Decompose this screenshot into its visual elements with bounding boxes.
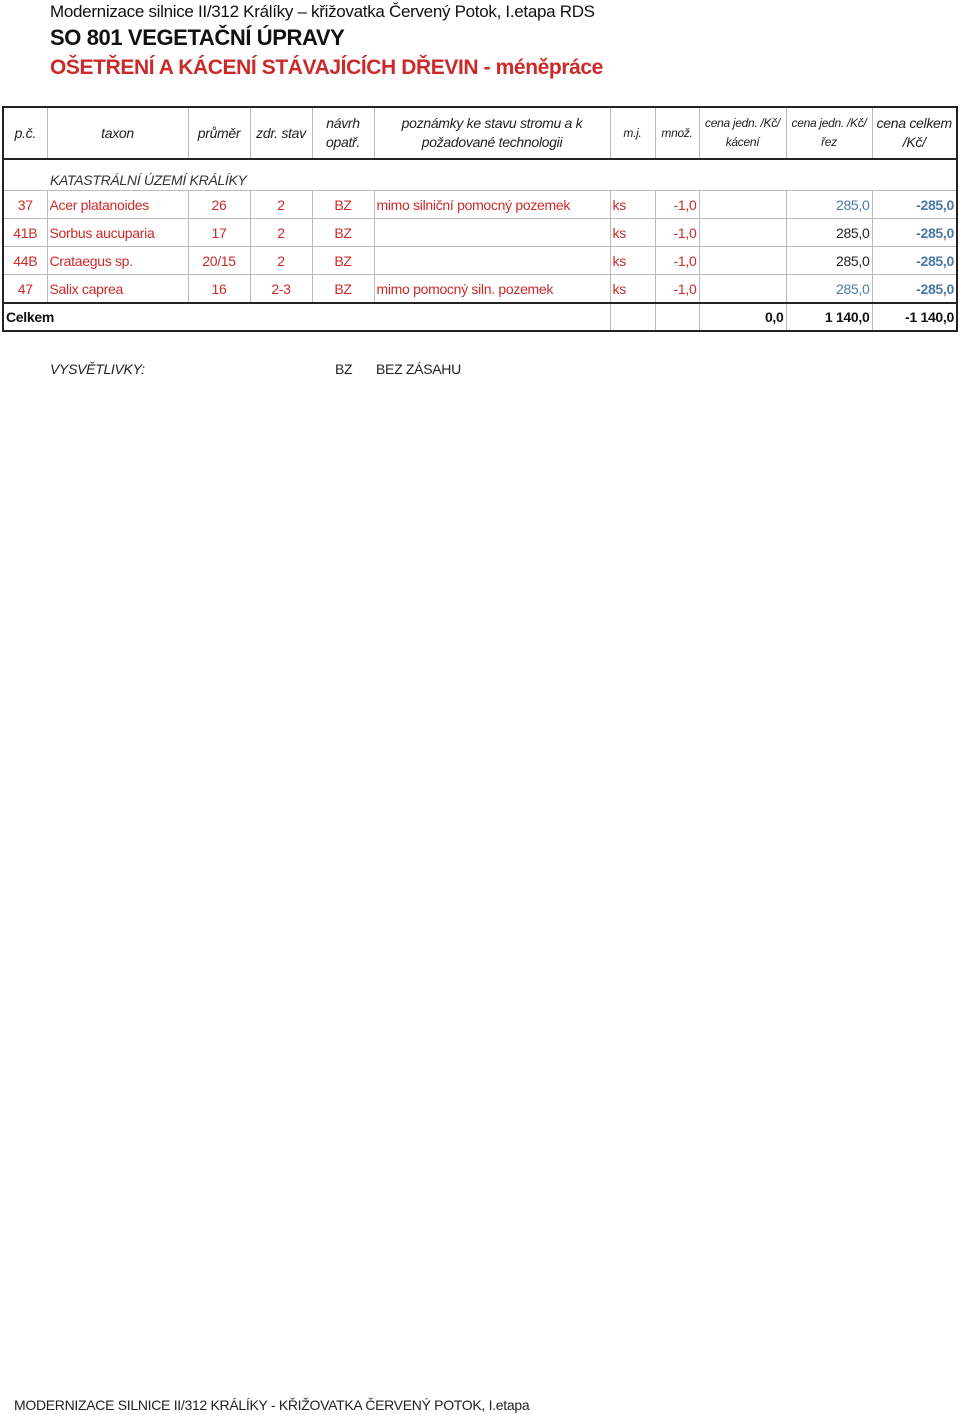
cell-cena-kaceni: [699, 219, 786, 247]
cell-prumer: 16: [188, 275, 250, 304]
cell-zdr-stav: 2: [250, 247, 312, 275]
cell-taxon: Salix caprea: [47, 275, 188, 304]
cell-mj: ks: [610, 219, 655, 247]
total-celkem: -1 140,0: [872, 303, 957, 331]
table-row: [3, 275, 957, 304]
col-header-cena-celkem: cena celkem /Kč/: [872, 107, 957, 159]
cell-poznamky: [374, 219, 610, 247]
page-footer: MODERNIZACE SILNICE II/312 KRÁLÍKY - KŘIŽOVATKA ČERVENÝ POTOK, I.etapa: [14, 1397, 530, 1413]
cell-mj: ks: [610, 247, 655, 275]
cell-pc: 47: [3, 275, 47, 304]
cell-cena-rez: 285,0: [786, 247, 872, 275]
table-row: [3, 191, 957, 219]
cell-cena-kaceni: [699, 191, 786, 219]
cell-prumer: 20/15: [188, 247, 250, 275]
legend-title: VYSVĚTLIVKY:: [50, 361, 145, 377]
total-row: [3, 303, 957, 331]
cell-mnoz: -1,0: [655, 219, 699, 247]
cell-cena-rez: 285,0: [786, 275, 872, 304]
cell-mnoz: -1,0: [655, 275, 699, 304]
so-heading: SO 801 VEGETAČNÍ ÚPRAVY: [50, 25, 345, 50]
col-header-navrh: návrh opatř.: [312, 107, 374, 159]
col-header-poznamky: poznámky ke stavu stromu a k požadované technologii: [374, 107, 610, 159]
trees-table: [2, 106, 958, 332]
cell-navrh: BZ: [312, 275, 374, 304]
col-header-cena-kaceni: cena jedn. /Kč/ kácení: [699, 107, 786, 159]
cell-zdr-stav: 2-3: [250, 275, 312, 304]
cell-cena-celkem: -285,0: [872, 219, 957, 247]
cell-mnoz: -1,0: [655, 191, 699, 219]
cell-cena-rez: 285,0: [786, 191, 872, 219]
col-header-cena-rez: cena jedn. /Kč/ řez: [786, 107, 872, 159]
total-label: Celkem: [3, 303, 610, 331]
cell-cena-celkem: -285,0: [872, 191, 957, 219]
col-header-mnoz: množ.: [655, 107, 699, 159]
cell-mnoz: -1,0: [655, 247, 699, 275]
cell-pc: 41B: [3, 219, 47, 247]
total-empty-mnoz: [655, 303, 699, 331]
document-subtitle: Modernizace silnice II/312 Králíky – křižovatka Červený Potok, I.etapa RDS: [50, 2, 595, 21]
col-header-zdr-stav: zdr. stav: [250, 107, 312, 159]
cell-poznamky: mimo pomocný siln. pozemek: [374, 275, 610, 304]
cell-navrh: BZ: [312, 247, 374, 275]
total-kaceni: 0,0: [699, 303, 786, 331]
cell-poznamky: mimo silniční pomocný pozemek: [374, 191, 610, 219]
cell-pc: 44B: [3, 247, 47, 275]
total-rez: 1 140,0: [786, 303, 872, 331]
legend-description: BEZ ZÁSAHU: [376, 361, 461, 377]
cell-pc: 37: [3, 191, 47, 219]
cell-taxon: Acer platanoides: [47, 191, 188, 219]
section-row: [3, 159, 957, 191]
section-label: KATASTRÁLNÍ ÚZEMÍ KRÁLÍKY: [3, 159, 957, 191]
cell-taxon: Crataegus sp.: [47, 247, 188, 275]
cell-zdr-stav: 2: [250, 191, 312, 219]
cell-zdr-stav: 2: [250, 219, 312, 247]
table-header-row: [3, 107, 957, 159]
cell-cena-celkem: -285,0: [872, 275, 957, 304]
cell-mj: ks: [610, 191, 655, 219]
cell-cena-celkem: -285,0: [872, 247, 957, 275]
cell-navrh: BZ: [312, 191, 374, 219]
cell-prumer: 26: [188, 191, 250, 219]
col-header-prumer: průměr: [188, 107, 250, 159]
cell-taxon: Sorbus aucuparia: [47, 219, 188, 247]
col-header-taxon: taxon: [47, 107, 188, 159]
col-header-pc: p.č.: [3, 107, 47, 159]
cell-prumer: 17: [188, 219, 250, 247]
col-header-mj: m.j.: [610, 107, 655, 159]
cell-cena-kaceni: [699, 247, 786, 275]
table-row: [3, 219, 957, 247]
cell-mj: ks: [610, 275, 655, 304]
document-title: OŠETŘENÍ A KÁCENÍ STÁVAJÍCÍCH DŘEVIN - méněpráce: [50, 56, 603, 79]
cell-cena-rez: 285,0: [786, 219, 872, 247]
total-empty-mj: [610, 303, 655, 331]
legend-code: BZ: [335, 361, 353, 377]
cell-poznamky: [374, 247, 610, 275]
cell-cena-kaceni: [699, 275, 786, 304]
cell-navrh: BZ: [312, 219, 374, 247]
table-row: [3, 247, 957, 275]
